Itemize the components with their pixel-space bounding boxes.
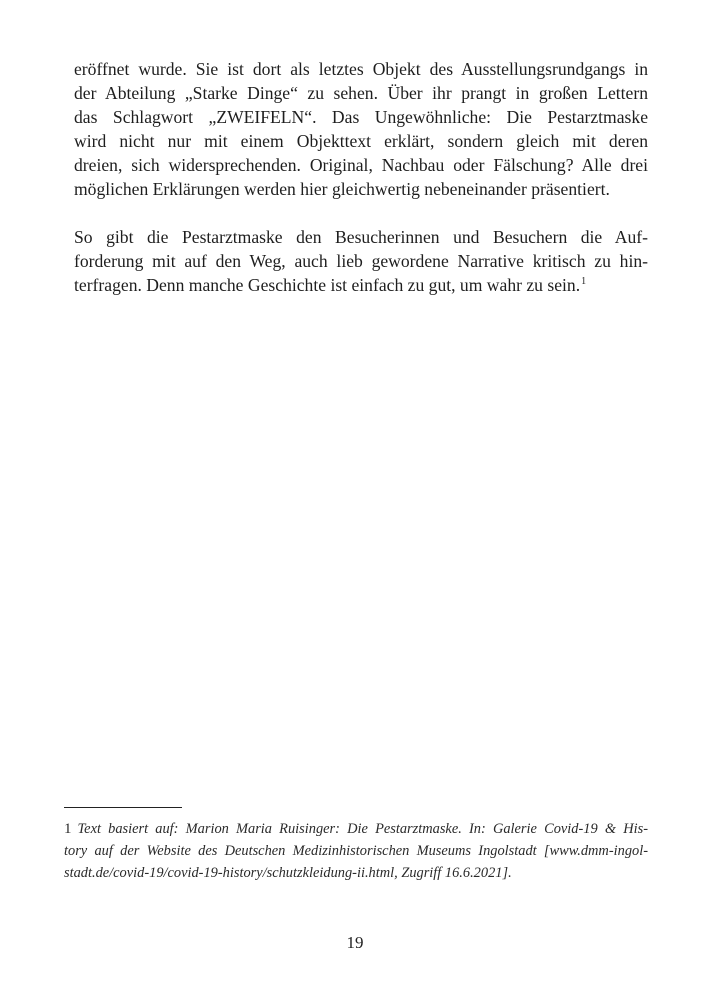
paragraph-1-line-1: eröffnet wurde. Sie ist dort als letztes Objekt des Ausstellungsrundgangs in [74, 59, 648, 79]
paragraph-1-line-4: wird nicht nur mit einem Objekttext erklärt, sondern gleich mit deren [74, 131, 648, 151]
main-body-text [74, 57, 648, 297]
footnote-line-1 [64, 818, 648, 840]
paragraph-spacer [74, 201, 648, 225]
footnote-line-2 [64, 840, 648, 862]
footnote-line-3 [64, 862, 648, 884]
paragraph-2-line-3-text: terfragen. Denn manche Geschichte ist einfach zu gut, um wahr zu sein. [74, 275, 581, 295]
paragraph-2-line-3 [74, 273, 648, 297]
paragraph-2-line-2: forderung mit auf den Weg, auch lieb gewordene Narrative kritisch zu hin- [74, 251, 648, 271]
paragraph-1-line-2: der Abteilung „Starke Dinge“ zu sehen. Über ihr prangt in großen Lettern [74, 83, 648, 103]
paragraph-1-line-5: dreien, sich widersprechenden. Original, Nachbau oder Fälschung? Alle drei [74, 155, 648, 175]
footnote-line-1-text: Text basiert auf: Marion Maria Ruisinger: Die Pestarztmaske. In: Galerie Covid-19 & His- [77, 821, 648, 837]
footnote-number: 1 [64, 821, 72, 837]
footnote-separator-rule [64, 807, 182, 808]
footnote-line-3-text: stadt.de/covid-19/covid-19-history/schutzkleidung-ii.html, Zugriff 16.6.2021]. [64, 865, 512, 881]
page-number: 19 [346, 933, 364, 952]
footnote-reference[interactable]: 1 [581, 276, 587, 287]
paragraph-2-line-1: So gibt die Pestarztmaske den Besucherinnen und Besuchern die Auf- [74, 227, 648, 247]
footnote-line-2-text: tory auf der Website des Deutschen Medizinhistorischen Museums Ingolstadt [www.dmm-ingol- [64, 843, 648, 859]
paragraph-1-line-3: das Schlagwort „ZWEIFELN“. Das Ungewöhnliche: Die Pestarztmaske [74, 107, 648, 127]
paragraph-1-line-6: möglichen Erklärungen werden hier gleichwertig nebeneinander präsentiert. [74, 179, 610, 199]
footnote [64, 818, 648, 884]
